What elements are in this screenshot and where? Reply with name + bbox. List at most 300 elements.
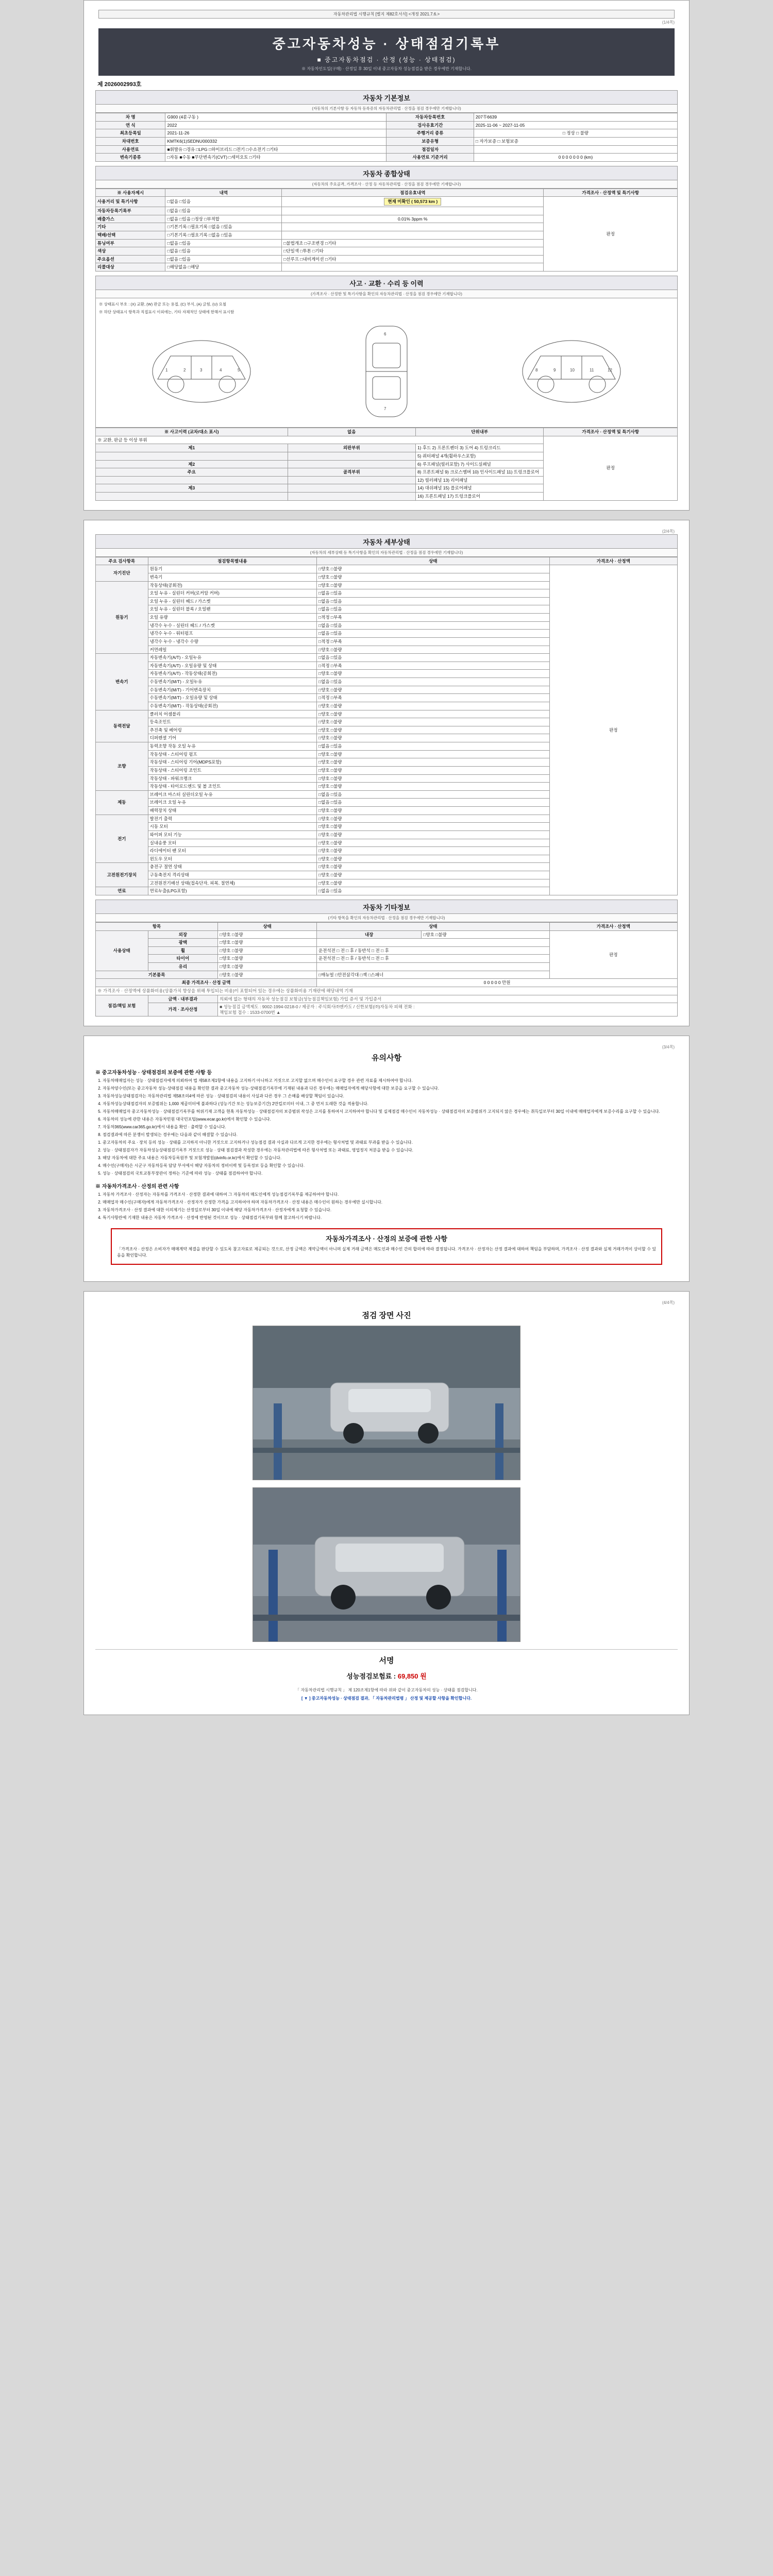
detail-item-state[interactable]: □없음 □있음 [317, 621, 550, 630]
accident-row-4-v: 12) 필러패널 13) 리어패널 [415, 476, 543, 484]
accident-row-0-n: 외판부위 [288, 444, 415, 452]
detail-item-name: 작동상태 - 타이로드엔드 및 볼 조인트 [148, 783, 316, 791]
detail-item-name: 배력장치 상태 [148, 807, 316, 815]
table-row [96, 987, 678, 995]
section-other-title: 자동차 기타정보 [95, 900, 678, 914]
detail-item-state[interactable]: □양호 □불량 [317, 734, 550, 742]
detail-item-state[interactable]: □양호 □불량 [317, 863, 550, 871]
detail-item-name: 커먼레일 [148, 646, 316, 654]
detail-item-name: 브레이크 마스터 실린더오일 누유 [148, 790, 316, 799]
detail-item-state[interactable]: □양호 □불량 [317, 750, 550, 758]
car-diagrams [99, 317, 674, 424]
detail-category-1: 원동기 [96, 581, 148, 654]
fee-label: 성능점검보험료 : [346, 1672, 396, 1681]
diagram-note-1: ※ 상태표시 부호 : (X) 교환, (W) 판금 또는 용접, (C) 부식, (A) 긁힘, (U) 요철 [99, 302, 226, 307]
other-company-info3-line: 책임보험 접수 : 1533-0700번 ▲ [220, 1009, 281, 1015]
overall-row-5-c: □불법개조 □구조변경 □기타 [282, 239, 544, 247]
overall-row-2-a: 배출가스 [96, 215, 165, 223]
basic-value-fuel: ■휘발유 □경유 □LPG □하이브리드 □전기 □수소전기 □기타 [165, 145, 386, 154]
detail-item-state[interactable]: □없음 □있음 [317, 605, 550, 614]
diagram-note-2: ※ 하단 상태표시 항목과 직접표시 이외에는, 기타 자체적인 상태에 한해서 표시함 [99, 310, 234, 314]
other-row-5-b: □양호 □불량 [218, 971, 317, 979]
form-legal-note: 자동차관리법 시행규칙 [별지 제82호서식] <개정 2021.7.6.> [98, 10, 675, 19]
overall-table [95, 189, 678, 272]
accident-legend-table [95, 428, 678, 501]
detail-item-name: 실내송풍 모터 [148, 839, 316, 847]
other-info-table [95, 922, 678, 1017]
table-row [96, 1003, 678, 1016]
accident-col-none: 없음 [288, 428, 415, 436]
detail-item-state[interactable]: □적정 □부족 [317, 637, 550, 646]
detail-item-name: 수동변속기(M/T) - 기어변속장치 [148, 686, 316, 694]
detail-item-name: 연료누출(LPG포함) [148, 887, 316, 895]
detail-col-cat: 주요 검사항목 [96, 557, 148, 565]
footer-line-1: 「 자동차관리법 시행규칙 」 제 120조제1항에 따라 위와 같이 중고자동차의 성능 · 상태를 점검합니다. [295, 1688, 478, 1693]
basic-value-carname: G900 (4륜구동 ) [165, 113, 386, 122]
detail-item-state[interactable]: □양호 □불량 [317, 581, 550, 589]
basic-label-blank1: 보증유형 [386, 137, 474, 145]
notice-item: 3. 자동차가격조사 · 산정 결과에 대한 이의제기는 산정일로부터 30일 이내에 해당 자동차가격조사 · 산정자에게 요청할 수 있습니다. [103, 1207, 678, 1213]
detail-item-name: 디퍼렌셜 기어 [148, 734, 316, 742]
table-row [96, 436, 678, 444]
accident-row-6-v: 16) 프론트패널 17) 트렁크플로어 [415, 493, 543, 501]
page-number-3: (3/4쪽) [662, 1045, 675, 1050]
accident-row-6-k [96, 493, 288, 501]
detail-item-state[interactable]: □없음 □있음 [317, 887, 550, 895]
detail-item-state[interactable]: □양호 □불량 [317, 774, 550, 783]
detail-item-state[interactable]: □양호 □불량 [317, 871, 550, 879]
overall-price-cell: 판정 [544, 197, 678, 272]
detail-item-state[interactable]: □양호 □불량 [317, 807, 550, 815]
accident-row-0-k: 제1 [96, 444, 288, 452]
table-row [96, 197, 678, 207]
overall-col-detail: 점검유효내역 [282, 189, 544, 197]
notice-head-1: ※ 중고자동차성능 · 상태점검의 보증에 관한 사항 등 [95, 1070, 212, 1076]
detail-item-name: 윈도우 모터 [148, 855, 316, 863]
damage-diagram-area [95, 298, 678, 428]
detail-item-name: 등속조인트 [148, 718, 316, 726]
overall-row-0-c [282, 197, 544, 207]
svg-text:9: 9 [553, 368, 556, 372]
table-row [96, 565, 678, 573]
detail-category-6: 전기 [96, 815, 148, 863]
svg-text:1: 1 [165, 368, 168, 372]
page-number-1: (1/4쪽) [662, 20, 675, 25]
detail-price-cell: 판정 [549, 565, 677, 895]
detail-item-state[interactable]: □양호 □불량 [317, 831, 550, 839]
other-company-info2 [218, 1003, 678, 1016]
detail-item-name: 자동변속기(A/T) - 오일유량 및 상태 [148, 662, 316, 670]
guarantee-title: 자동차가격조사 · 산정의 보증에 관한 사항 [326, 1235, 447, 1243]
accident-row-5-k: 제3 [96, 484, 288, 493]
basic-label-fuel: 사용연료 [96, 145, 165, 154]
detail-item-state[interactable]: □양호 □불량 [317, 702, 550, 710]
other-row-2-c: 운전석전 □ 전 □ 후 / 동반석 □ 전 □ 후 [317, 946, 550, 955]
accident-row-2-n [288, 460, 415, 468]
svg-text:7: 7 [383, 406, 386, 411]
table-row [96, 154, 678, 162]
detail-item-name: 작동상태 - 파워크랭크 [148, 774, 316, 783]
detail-item-state[interactable]: □적정 □부족 [317, 662, 550, 670]
detail-item-state[interactable]: □양호 □불량 [317, 670, 550, 678]
overall-row-4-c [282, 231, 544, 239]
svg-text:12: 12 [607, 368, 612, 372]
detail-item-name: 냉각수 누수 - 실린더 헤드 / 가스켓 [148, 621, 316, 630]
other-row-3-b: □양호 □불량 [218, 955, 317, 963]
detail-item-state[interactable]: □양호 □불량 [317, 565, 550, 573]
notice-item: 6. 자동차의 성능에 관한 내용은 자동차민원 대국민포털(www.ecar.go.kr)에서 확인할 수 있습니다. [103, 1116, 678, 1123]
page-number-2: (2/4쪽) [662, 529, 675, 534]
notice-item: 1. 자동차 가격조사 · 산정자는 자동차를 가격조사 · 산정한 결과에 대하여 그 자동차의 매도인에게 성능점검기록부를 제공하여야 합니다. [103, 1192, 678, 1198]
overall-row-3-c [282, 223, 544, 231]
accident-row-4-k [96, 476, 288, 484]
other-total-label: 최종 가격조사 · 산정 금액 [96, 979, 317, 987]
overall-row-2-b: □없음 □있음 □정상 □부적합 [165, 215, 282, 223]
detail-item-state[interactable]: □적정 □부족 [317, 694, 550, 702]
table-row [96, 113, 678, 122]
basic-value-year: 2022 [165, 121, 386, 129]
other-row-2-b: □양호 □불량 [218, 946, 317, 955]
detail-item-state[interactable]: □양호 □불량 [317, 573, 550, 581]
notice-title: 유의사항 [372, 1054, 401, 1063]
mileage-value: 현재 미확인 ( 50,573 km ) [384, 198, 441, 206]
notice-item: 5. 자동차매매업자 중고자동차성능 · 상태점검기록부를 허위기재 고객을 현혹 자동차성능 · 상태점검자의 보증범위 작성은 고지를 통하여서 고지하여야 합니다 및 실제점검 매수인이 자동차성능 · 상태점검자의 보증범위가 고지되지 않은 경우에는 취득일로부터 30일 이내에 매매업자에게 보증수리를 요구할 수 있습니다. [103, 1109, 678, 1115]
detail-item-state[interactable]: □양호 □불량 [317, 710, 550, 718]
notice-item: 4. 특기사항란에 기재한 내용은 자동차 가격조사 · 산정에 반영된 것이므로 성능 · 상태점검기록부와 함께 참고하시기 바랍니다. [103, 1215, 678, 1221]
detail-item-state[interactable]: □없음 □있음 [317, 799, 550, 807]
detail-item-state[interactable]: □양호 □불량 [317, 855, 550, 863]
detail-item-name: 작동상태 - 스티어링 펌프 [148, 750, 316, 758]
overall-row-4-a: 택배/선택 [96, 231, 165, 239]
guarantee-box [111, 1228, 662, 1265]
fee-line [95, 1669, 678, 1686]
detail-item-name: 와이퍼 모터 기능 [148, 831, 316, 839]
document-number: 제 2026002993호 [97, 81, 142, 88]
other-row-4-a: 유리 [148, 963, 217, 971]
accident-price-cell: 판정 [544, 436, 678, 500]
notice-head-2: ※ 자동차가격조사 · 산정의 관련 사항 [95, 1184, 179, 1190]
accident-row-0-v: 1) 후드 2) 프론트펜더 3) 도어 4) 트렁크리드 [415, 444, 543, 452]
other-total-note: ※ 가격조사 · 산정액에 상품화비용(상품가치 향상을 위해 투입되는 비용)이 포함되어 있는 경우에는 상품화비용 기재란에 해당내역 기재 [96, 987, 678, 995]
detail-item-state[interactable]: □없음 □있음 [317, 630, 550, 638]
accident-row-1-k [96, 452, 288, 460]
detail-category-3: 동력전달 [96, 710, 148, 742]
other-row-0-c: 내장 [317, 930, 422, 939]
detail-item-state[interactable]: □양호 □불량 [317, 718, 550, 726]
table-header-row [96, 922, 678, 930]
detail-item-state[interactable]: □양호 □불량 [317, 766, 550, 774]
accident-row-4-n [288, 476, 415, 484]
svg-text:3: 3 [200, 368, 203, 372]
detail-item-state[interactable]: □양호 □불량 [317, 686, 550, 694]
overall-row-1-b: □없음 □있음 [165, 207, 282, 215]
overall-row-3-b: □기본기록 □필요기록 □없음 □있음 [165, 223, 282, 231]
document-title-band [98, 28, 675, 76]
other-row-3-c: 운전석전 □ 전 □ 후 / 동반석 □ 전 □ 후 [317, 955, 550, 963]
table-row [96, 129, 678, 138]
detail-item-name: 구동축전지 격리상태 [148, 871, 316, 879]
detail-item-state[interactable]: □양호 □불량 [317, 815, 550, 823]
accident-row-3-k: 주요 [96, 468, 288, 477]
other-row-0-b: □양호 □불량 [218, 930, 317, 939]
detail-item-state[interactable]: □양호 □불량 [317, 758, 550, 767]
basic-label-vin: 차대번호 [96, 137, 165, 145]
photo-2-graphic [253, 1488, 520, 1642]
page-subtitle: ■ 중고자동차점검 · 산정 (성능 · 상태점검) [317, 56, 456, 63]
overall-col-user: ※ 사용자제시 [96, 189, 165, 197]
section-accident-title: 사고 · 교환 · 수리 등 이력 [95, 276, 678, 290]
other-price-cell: 판정 [549, 930, 677, 979]
other-row-1-a: 광택 [148, 939, 217, 947]
overall-row-1-c [282, 207, 544, 215]
notice-list-1 [103, 1078, 678, 1138]
other-row-3-a: 타이어 [148, 955, 217, 963]
table-row [96, 995, 678, 1003]
other-cat-label: 사용상태 [96, 930, 148, 971]
other-col-price: 가격조사 · 산정액 [549, 922, 677, 930]
detail-item-state[interactable]: □양호 □불량 [317, 823, 550, 831]
detail-item-state[interactable]: □양호 □불량 [317, 879, 550, 887]
fee-value: 69,850 원 [397, 1672, 427, 1681]
detail-category-5: 제동 [96, 790, 148, 815]
other-price-label2: 가격 · 조사산정 [148, 1003, 217, 1016]
accident-col-inner: 단위내부 [415, 428, 543, 436]
svg-text:11: 11 [589, 368, 594, 372]
other-row-1-c [317, 939, 550, 947]
photo-section-title: 점검 장면 사진 [362, 1311, 411, 1320]
overall-row-1-a: 자동차등록기록부 [96, 207, 165, 215]
detail-item-name: 발전기 출력 [148, 815, 316, 823]
svg-text:6: 6 [383, 332, 386, 336]
car-top-view-icon [348, 320, 425, 423]
detail-category-4: 조향 [96, 742, 148, 791]
overall-row-0-a: 사용거리 및 특기사항 [96, 197, 165, 207]
overall-row-5-b: □없음 □있음 [165, 239, 282, 247]
detail-item-state[interactable]: □적정 □부족 [317, 614, 550, 622]
section-accident-sub: (가격조사 · 산정한 및 특기사항을 확인의 자동차관리법 · 산정을 점검 경우에만 기재합니다) [95, 290, 678, 298]
other-row-4-c [317, 963, 550, 971]
detail-table-body [96, 565, 678, 895]
basic-value-vin: KMTK6(1)SEDNU000332 [165, 137, 386, 145]
detail-item-name: 변속기 [148, 573, 316, 581]
accident-row-1-v: 5) 쿼터패널 4개(휠하우스포함) [415, 452, 543, 460]
svg-text:2: 2 [183, 368, 186, 372]
page-4 [83, 1291, 690, 1715]
guarantee-body: 「가격조사 · 산정은 소비자가 매매계약 체결을 판단할 수 있도록 참고자료로 제공되는 것으로, 산정 금액은 계약금액이 아니며 실제 거래 금액은 매도인과 매수인 간의 합의에 따라 결정됩니다. 가격조사 · 산정자는 산정 결과에 대하여 책임을 부담하며, 가격조사 · 산정 결과와 실제 거래가격이 상이할 수 있음을 확인합니다. [117, 1247, 656, 1258]
notice-item: 5. 성능 · 상태점검의 국토교통부장관이 정하는 기준에 따라 성능 · 상태를 점검하여야 합니다. [103, 1171, 678, 1177]
detail-item-state[interactable]: □양호 □불량 [317, 783, 550, 791]
other-total-unit: 0 0 0 0 0 만원 [317, 979, 678, 987]
notice-item: 8. 점검결과에 따른 분쟁이 발생되는 경우에는 다음과 같이 해결할 수 있습니다. [103, 1132, 678, 1138]
detail-item-state[interactable]: □없음 □있음 [317, 678, 550, 686]
notice-item: 3. 해당 자동차에 대한 주요 내용은 자동차등록원부 및 보험개발원(dvinfo.or.kr)에서 확인할 수 있습니다. [103, 1155, 678, 1161]
other-row-1-b: □양호 □불량 [218, 939, 317, 947]
other-col-item: 항목 [96, 922, 218, 930]
overall-row-3-a: 기타 [96, 223, 165, 231]
car-side-right-icon [512, 333, 631, 410]
accident-row-3-n: 골격부위 [288, 468, 415, 477]
svg-text:8: 8 [535, 368, 538, 372]
detail-item-name: 오일 누유 - 실린더 커버(로커암 커버) [148, 589, 316, 598]
detail-item-name: 자동변속기(A/T) - 작동상태(공회전) [148, 670, 316, 678]
page-1 [83, 0, 690, 511]
detail-item-state[interactable]: □없음 □있음 [317, 654, 550, 662]
section-overall-title: 자동차 종합상태 [95, 166, 678, 180]
basic-value-mileage-type: □ 정상 □ 불량 [474, 129, 677, 138]
detail-item-name: 고전원전기배선 상태(접속단자, 피복, 절연체) [148, 879, 316, 887]
basic-label-year: 연 식 [96, 121, 165, 129]
accident-row-6-n [288, 493, 415, 501]
accident-row-3-v: 8) 프론트패널 9) 크로스멤버 10) 인사이드패널 11) 트렁크플로어 [415, 468, 543, 477]
overall-row-7-a: 주요옵션 [96, 255, 165, 263]
detail-item-name: 클러치 어셈블리 [148, 710, 316, 718]
accident-row-2-v: 6) 루프패널(필러포함) 7) 사이드실패널 [415, 460, 543, 468]
section-other-sub: (기타 항목을 확인의 자동차관리법 · 산정을 점검 경우에만 기재합니다) [95, 914, 678, 922]
basic-label-inspect: 검사유효기간 [386, 121, 474, 129]
inspection-photo-2 [253, 1487, 520, 1642]
detail-item-name: 오일 유량 [148, 614, 316, 622]
accident-bottom-title: ※ 사고이력 (교차/대소 표시) [96, 428, 288, 436]
notice-item: 3. 자동차성능상태점검자는 자동차관리법 제58조의4에 따른 성능 · 상태점검의 내용이 사실과 다른 경우 그 손해를 배상할 책임이 있습니다. [103, 1093, 678, 1099]
overall-row-6-b: □없음 □있음 [165, 247, 282, 256]
photo-1-graphic [253, 1326, 520, 1480]
notice-item: 1. 중고자동차의 주요 · 장치 등의 성능 · 상태를 고지하지 아니한 거짓으로 고지하거나 성능점검 결과 사실과 다르게 고지한 경우에는 형사처벌 및 과태료 부과를 받을 수 있습니다. [103, 1140, 678, 1146]
svg-text:4: 4 [220, 368, 222, 372]
table-row [96, 137, 678, 145]
table-row [96, 428, 678, 436]
detail-col-price: 가격조사 · 산정액 [549, 557, 677, 565]
other-row-0-d: □양호 □불량 [422, 930, 549, 939]
detail-state-table [95, 557, 678, 895]
basic-label-firstreg: 최초등록일 [96, 129, 165, 138]
detail-item-state[interactable]: □양호 □불량 [317, 847, 550, 855]
other-row-5-a: 기본품목 [96, 971, 218, 979]
other-col-state: 상태 [218, 922, 317, 930]
overall-row-6-c: □단일색 □투톤 □기타 [282, 247, 544, 256]
detail-item-name: 라디에이터 팬 모터 [148, 847, 316, 855]
notice-item: 2. 자동차양수인(또는 중고자동차 성능·상태점검 내용을 확인한 결과 중고자동차 성능·상태점검기록부에 기재된 내용과 다른 경우에는 매매업자에게 해당사항에 대한 보증을 요구할 수 있습니다. [103, 1086, 678, 1092]
detail-item-state[interactable]: □없음 □있음 [317, 790, 550, 799]
basic-value-firstreg: 2021-11-26 [165, 129, 386, 138]
table-row [96, 145, 678, 154]
detail-item-name: 원동기 [148, 565, 316, 573]
basic-label-carname: 차 명 [96, 113, 165, 122]
other-row-0-a: 외장 [148, 930, 217, 939]
detail-item-state[interactable]: □없음 □있음 [317, 597, 550, 605]
detail-col-state: 상태 [317, 557, 550, 565]
basic-label-regno: 자동차등록번호 [386, 113, 474, 122]
notice-item: 2. 성능 · 상태점검자가 자동차성능상태점검기록부 거짓으로 성능 · 상태 점검결과 작성한 경우에는 자동차관리법에 따른 형사처벌 또는 과태료, 영업정지 처분을 받을 수 있습니다. [103, 1147, 678, 1154]
detail-item-name: 작동상태(공회전) [148, 581, 316, 589]
title-note: ※ 자동차인도일(구매) · 산정일 후 30일 이내 중고자동차 성능점검을 받은 경우에만 기재합니다. [301, 66, 472, 71]
signature-title: 서명 [95, 1649, 678, 1669]
basic-value-blank2 [474, 145, 677, 154]
overall-row-8-a: 리콜대상 [96, 263, 165, 272]
detail-item-name: 충전구 절연 상태 [148, 863, 316, 871]
section-basic-sub: (자동차의 기본사항 등 자동차 등록증의 자동차관리법 · 산정을 점검 경우에만 기재합니다) [95, 105, 678, 113]
page-2 [83, 520, 690, 1027]
basic-label-blank2: 점검일자 [386, 145, 474, 154]
detail-item-name: 작동상태 - 스티어링 조인트 [148, 766, 316, 774]
overall-row-5-a: 튜닝여부 [96, 239, 165, 247]
accident-row-5-v: 14) 대쉬패널 15) 플로어패널 [415, 484, 543, 493]
overall-row-7-c: □선루프 □내비게이션 □기타 [282, 255, 544, 263]
section-detail-title: 자동차 세부상태 [95, 534, 678, 549]
detail-category-7: 고전원전기장치 [96, 863, 148, 887]
detail-item-name: 냉각수 누수 - 냉각수 수량 [148, 637, 316, 646]
detail-item-name: 자동변속기(A/T) - 오일누유 [148, 654, 316, 662]
detail-item-name: 동력조향 작동 오일 누유 [148, 742, 316, 751]
detail-category-8: 연료 [96, 887, 148, 895]
notice-item: 2. 매매업자 매수인(구매자)에게 자동차가격조사 · 산정자가 산정한 가격을 고지하여야 하며 자동차가격조사 · 산정 내용은 매수인이 원하는 경우에만 실시합니다. [103, 1199, 678, 1206]
detail-item-name: 시동 모터 [148, 823, 316, 831]
detail-item-name: 추진축 및 베어링 [148, 726, 316, 734]
detail-category-2: 변속기 [96, 654, 148, 710]
table-row [96, 121, 678, 129]
detail-item-name: 브레이크 오일 누유 [148, 799, 316, 807]
detail-item-state[interactable]: □없음 □있음 [317, 742, 550, 751]
detail-item-state[interactable]: □양호 □불량 [317, 726, 550, 734]
notice-item: 7. 자동차365(www.car365.go.kr)에서 내용을 확인 · 출력할 수 있습니다. [103, 1124, 678, 1130]
overall-row-6-a: 색상 [96, 247, 165, 256]
other-col-state2: 상태 [317, 922, 550, 930]
other-company-info2-line: ■ 성능점검 금액제도 : 9002-1994-0218-0 / 제공자 : 주식회사㈜엔카도 / 신한보험(㈜)자동차 피해 전화 : [220, 1004, 415, 1010]
table-row [96, 930, 678, 939]
table-header-row [96, 557, 678, 565]
overall-row-8-c [282, 263, 544, 272]
basic-value-blank1: □ 자가보증 □ 보험보증 [474, 137, 677, 145]
page-3 [83, 1036, 690, 1282]
detail-category-0: 자기진단 [96, 565, 148, 581]
svg-text:10: 10 [569, 368, 575, 372]
overall-row-0-b: □없음 □있음 [165, 197, 282, 207]
basic-value-inspect: 2025-11-06 ~ 2027-11-05 [474, 121, 677, 129]
accident-row-5-n [288, 484, 415, 493]
car-side-left-icon [142, 333, 261, 410]
detail-col-item: 점검항목별내용 [148, 557, 316, 565]
detail-item-name: 수동변속기(M/T) - 작동상태(공회전) [148, 702, 316, 710]
notice-item: 4. 자동차성능상태점검자의 보증범위는 1,000 제곱미터에 불과하다 (성능기간 또는 성능보증기간) 2만킬로미터 이내, 그 중 먼저 도래한 것을 적용합니다. [103, 1101, 678, 1107]
detail-item-state[interactable]: □없음 □있음 [317, 589, 550, 598]
basic-value-mileage: 0 0 0 0 0 0 0 (km) [474, 154, 677, 162]
basic-label-trans: 변속기종류 [96, 154, 165, 162]
other-row-5-c: □매뉴얼 □안전삼각대 □잭 □스패너 [317, 971, 550, 979]
detail-item-name: 작동상태 - 스티어링 기어(MDPS포함) [148, 758, 316, 767]
notice-list-2 [103, 1140, 678, 1177]
accident-row-1-n [288, 452, 415, 460]
basic-info-table [95, 113, 678, 162]
detail-item-name: 오일 누유 - 실린더 블록 / 오일팬 [148, 605, 316, 614]
other-company-label: 점검/책임 보험 [96, 995, 148, 1016]
detail-item-name: 오일 누유 - 실린더 헤드 / 가스켓 [148, 597, 316, 605]
overall-row-4-b: □기본기록 □필요기록 □없음 □있음 [165, 231, 282, 239]
notice-list-3 [103, 1192, 678, 1221]
other-price-label: 금액 · 내부결과 [148, 995, 217, 1003]
basic-label-mileage-type: 주행거리 종류 [386, 129, 474, 138]
notice-item: 4. 매수인(구매자)은 시군구 자동차등록 담당 부서에서 해당 자동차의 정비이력 및 등록정보 등을 확인할 수 있습니다. [103, 1163, 678, 1169]
basic-value-trans: □자동 ■수동 ■무단변속기(CVT) □세미오토 □기타 [165, 154, 386, 162]
detail-item-name: 수동변속기(M/T) - 오일누유 [148, 678, 316, 686]
detail-item-state[interactable]: □양호 □불량 [317, 839, 550, 847]
overall-col-price: 가격조사 · 산정액 및 특기사항 [544, 189, 678, 197]
section-basic-title: 자동차 기본정보 [95, 90, 678, 105]
detail-item-name: 수동변속기(M/T) - 오일유량 및 상태 [148, 694, 316, 702]
other-company-info1: 의뢰에 없는 형태의 자동차 성능점검 보험금(성능점검책임보험) 가입 증서 및 가입증서 [218, 995, 678, 1003]
overall-col-name: 내역 [165, 189, 282, 197]
detail-item-state[interactable]: □양호 □불량 [317, 646, 550, 654]
other-row-4-b: □양호 □불량 [218, 963, 317, 971]
accident-row-2-k: 제2 [96, 460, 288, 468]
